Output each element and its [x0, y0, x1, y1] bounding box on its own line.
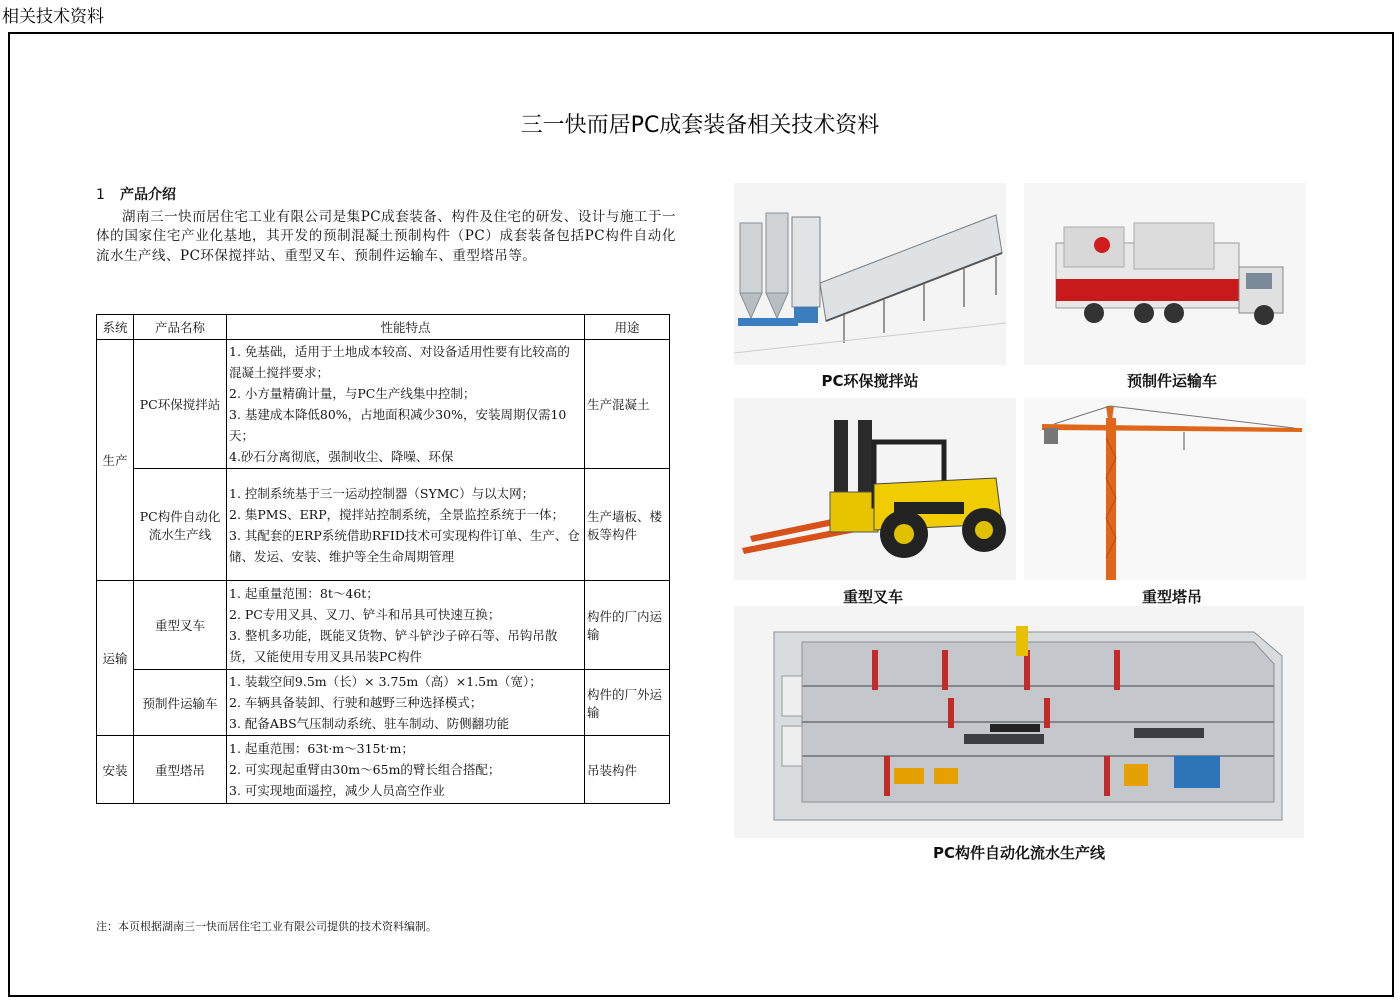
footnote: 注：本页根据湖南三一快而居住宅工业有限公司提供的技术资料编制。	[96, 920, 437, 933]
product-name-cell: 重型叉车	[134, 581, 227, 670]
spec-table	[96, 314, 670, 804]
system-cell-transport: 运输	[97, 581, 134, 736]
features-cell: 1. 控制系统基于三一运动控制器（SYMC）与以太网； 2. 集PMS、ERP，搅拌站控制系统，全景监控系统于一体； 3. 其配套的ERP系统借助RFID技术可实现构件订单、生产、仓储、发运、安装、维护等全生命周期管理	[227, 469, 585, 581]
tower-crane-image	[1024, 398, 1306, 580]
col-header-product: 产品名称	[134, 315, 227, 340]
forklift-caption: 重型叉车	[842, 588, 903, 606]
mixing-station-image	[734, 183, 1006, 365]
use-cell: 构件的厂外运输	[585, 670, 670, 736]
product-name-cell: PC构件自动化流水生产线	[134, 469, 227, 581]
table-row	[97, 581, 670, 670]
product-name-cell: PC环保搅拌站	[134, 340, 227, 469]
table-row	[97, 670, 670, 736]
production-line-image	[734, 606, 1304, 838]
table-row	[97, 736, 670, 804]
system-cell-install: 安装	[97, 736, 134, 804]
table-header-row	[97, 315, 670, 340]
page-header-label: 相关技术资料	[2, 7, 104, 27]
use-cell: 生产混凝土	[585, 340, 670, 469]
mixing-station-caption: PC环保搅拌站	[821, 372, 919, 390]
col-header-features: 性能特点	[227, 315, 585, 340]
system-cell-production: 生产	[97, 340, 134, 581]
features-cell: 1. 免基础，适用于土地成本较高、对设备适用性要有比较高的混凝土搅拌要求； 2. 小方量精确计量，与PC生产线集中控制； 3. 基建成本降低80%，占地面积减少30%，安装周期仅需10天； 4.砂石分离彻底，强制收尘、降噪、环保	[227, 340, 585, 469]
page-title: 三一快而居PC成套装备相关技术资料	[520, 113, 880, 138]
use-cell: 生产墙板、楼板等构件	[585, 469, 670, 581]
features-cell: 1. 装载空间9.5m（长）× 3.75m（高）×1.5m（宽）； 2. 车辆具备装卸、行驶和越野三种选择模式； 3. 配备ABS气压制动系统、驻车制动、防侧翻功能	[227, 670, 585, 736]
product-name-cell: 重型塔吊	[134, 736, 227, 804]
transport-truck-caption: 预制件运输车	[1126, 372, 1217, 390]
intro-paragraph: 湖南三一快而居住宅工业有限公司是集PC成套装备、构件及住宅的研发、设计与施工于一体的国家住宅产业化基地，其开发的预制混凝土预制构件（PC）成套装备包括PC构件自动化流水生产线、PC环保搅拌站、重型叉车、预制件运输车、重型塔吊等。	[96, 208, 676, 264]
forklift-image	[734, 398, 1016, 580]
use-cell: 吊装构件	[585, 736, 670, 804]
intro-heading	[96, 186, 676, 206]
intro-heading-text: 产品介绍	[120, 187, 176, 203]
tower-crane-caption: 重型塔吊	[1141, 588, 1202, 606]
intro-number: 1	[96, 187, 105, 203]
transport-truck-image	[1024, 183, 1306, 365]
col-header-system: 系统	[97, 315, 134, 340]
features-cell: 1. 起重量范围：8t～46t； 2. PC专用叉具、叉刀、铲斗和吊具可快速互换； 3. 整机多功能，既能叉货物、铲斗铲沙子碎石等、吊钩吊散货，又能使用专用叉具吊装PC构件	[227, 581, 585, 670]
intro-section	[96, 186, 676, 266]
col-header-use: 用途	[585, 315, 670, 340]
table-row	[97, 340, 670, 469]
table-row	[97, 469, 670, 581]
features-cell: 1. 起重范围：63t·m～315t·m； 2. 可实现起重臂由30m～65m的臂长组合搭配； 3. 可实现地面遥控，减少人员高空作业	[227, 736, 585, 804]
production-line-caption: PC构件自动化流水生产线	[932, 844, 1105, 862]
use-cell: 构件的厂内运输	[585, 581, 670, 670]
product-name-cell: 预制件运输车	[134, 670, 227, 736]
